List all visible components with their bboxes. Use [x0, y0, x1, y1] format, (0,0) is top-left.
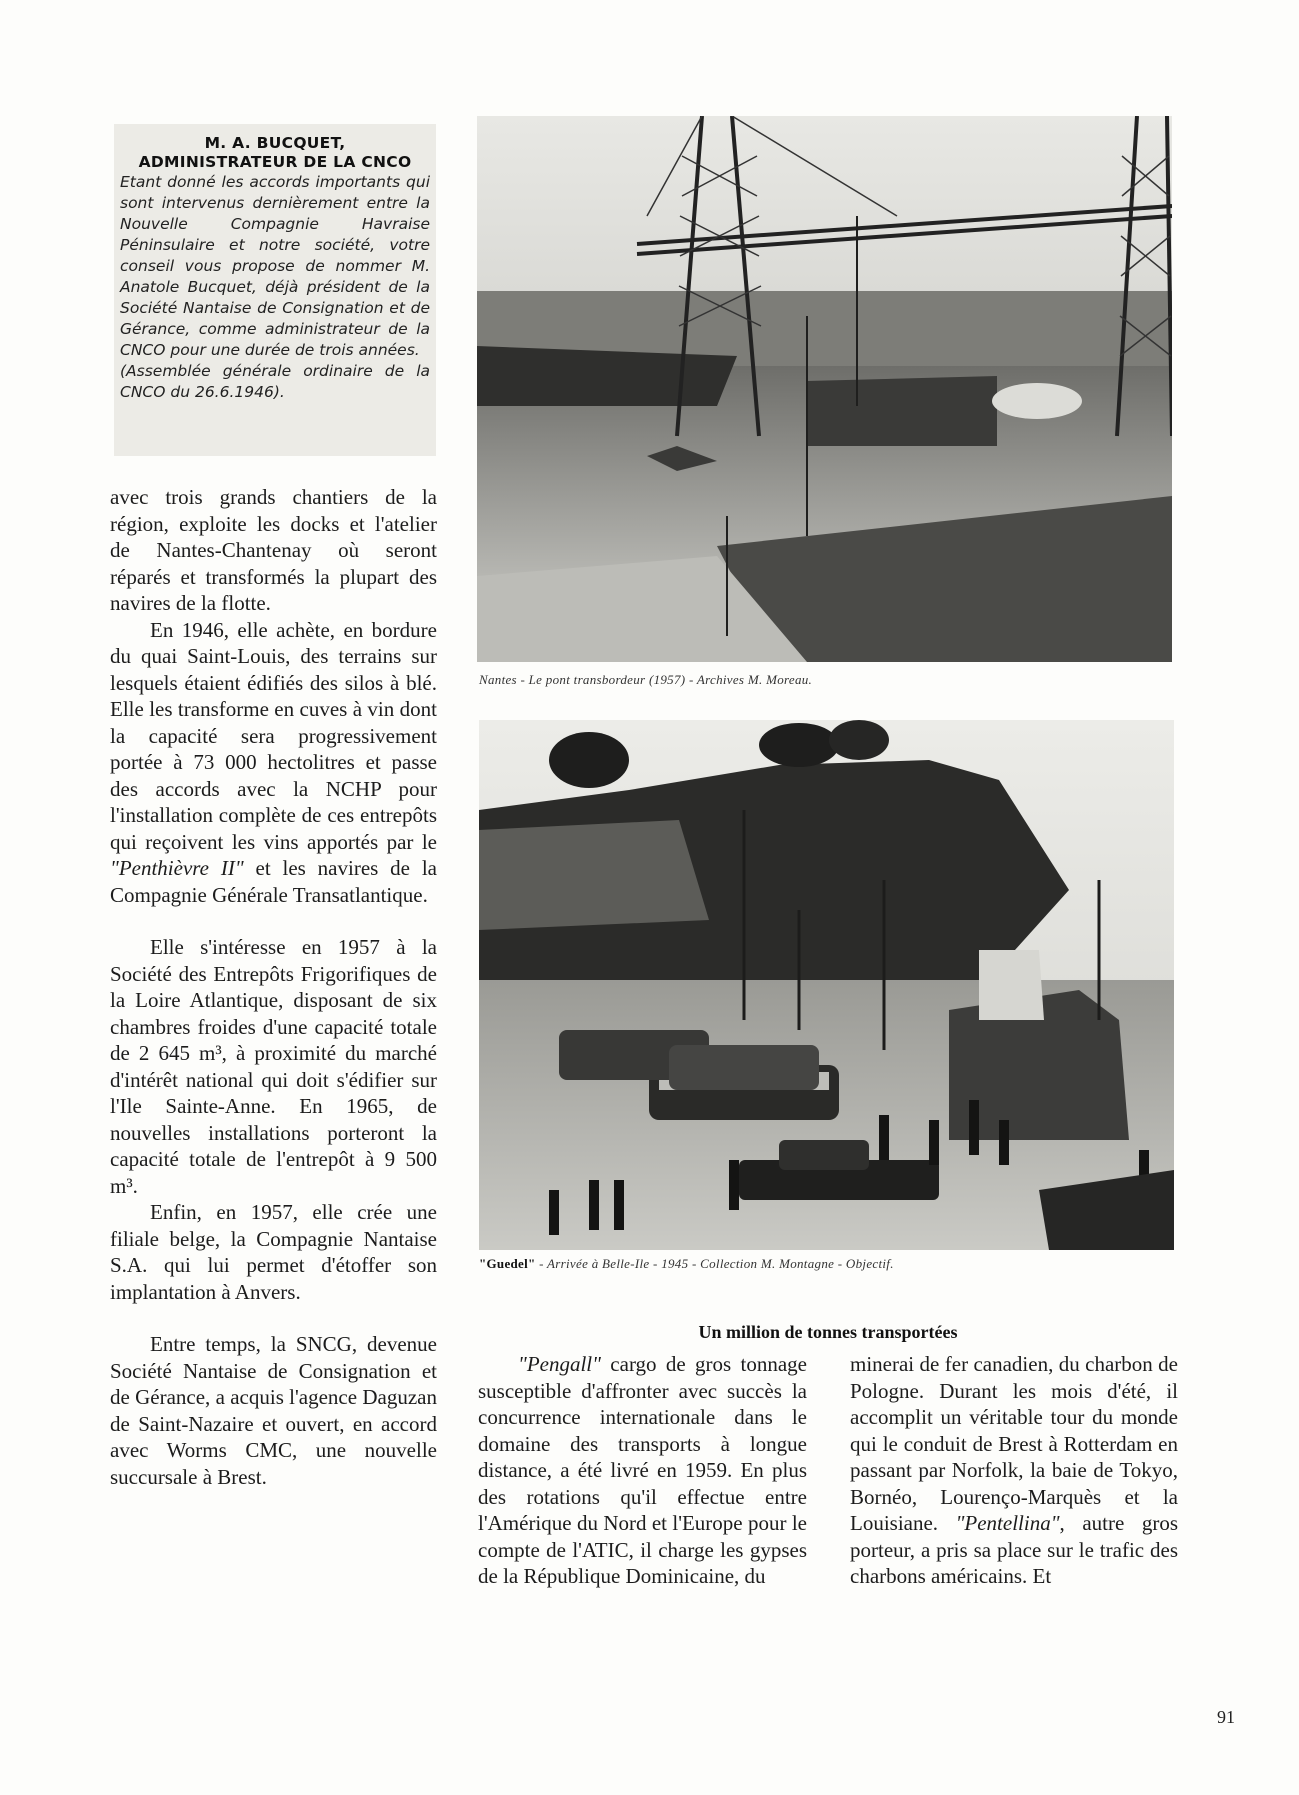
ship-name: "Guedel"	[479, 1256, 536, 1271]
page-number: 91	[1217, 1707, 1235, 1727]
left-column	[110, 484, 437, 1490]
photo-belle-ile	[479, 720, 1174, 1250]
middle-column	[478, 1351, 807, 1590]
paragraph	[850, 1351, 1178, 1590]
paragraph	[110, 617, 437, 909]
paragraph: Elle s'intéresse en 1957 à la Société des Entrepôts Frigorifiques de la Loire Atlantique, disposant de six chambres froides d'une capacité totale de 2 645 m³, à proximité du marché d'intérêt national qui doit s'édifier sur l'Ile Sainte-Anne. En 1965, de nouvelles installations porteront la capacité totale de l'entrepôt à 9 500 m³.	[110, 935, 437, 1198]
text: En 1946, elle achète, en bordure du quai Saint-Louis, des terrains sur lesquels étaient édifiés des silos à blé. Elle les transforme en cuves à vin dont la capacité sera progressivement portée à 73 000 hectolitres et passe des accords avec la NCHP pour l'installation complète de ces entrepôts qui reçoivent les vins apportés par le	[110, 617, 437, 854]
photo-transporter-bridge-drawing	[477, 116, 1172, 662]
text: minerai de fer canadien, du charbon de Pologne. Durant les mois d'été, il accomplit un véritable tour du monde qui le conduit de Brest à Rotterdam en passant par Norfolk, la baie de Tokyo, Bornéo, Lourenço-Marquès et la Louisiane.	[850, 1352, 1178, 1535]
sidebar-source: (Assemblée générale ordinaire de la CNCO du 26.6.1946).	[120, 362, 430, 401]
sidebar-box	[114, 124, 436, 456]
text: , autre gros porteur, a pris sa place sur le trafic des charbons américains. Et	[850, 1511, 1178, 1588]
paragraph: Enfin, en 1957, elle crée une filiale belge, la Compagnie Nantaise S.A. qui lui permet d'étoffer son implantation à Anvers.	[110, 1200, 437, 1304]
photo-belle-ile-drawing	[479, 720, 1174, 1250]
text: cargo de gros tonnage susceptible d'affronter avec succès la concurrence internationale dans le domaine des transports à longue distance, a été livré en 1959. En plus des rotations qu'il effectue entre l'Amérique du Nord et l'Europe pour le compte de l'ATIC, il charge les gypses de la République Dominicaine, du	[478, 1352, 807, 1588]
sidebar-body: Etant donné les accords importants qui sont intervenus dernièrement entre la Nouvelle Compagnie Havraise Péninsulaire et notre société, votre conseil vous propose de nommer M. Anatole Bucquet, déjà président de la Société Nantaise de Consignation et de Gérance, comme administrateur de la CNCO pour une durée de trois années.	[120, 173, 430, 359]
photo-transporter-bridge	[477, 116, 1172, 662]
ship-name: "Pentellina"	[955, 1511, 1060, 1535]
section-heading: Un million de tonnes transportées	[698, 1322, 958, 1342]
sidebar-title: M. A. BUCQUET, ADMINISTRATEUR DE LA CNCO	[138, 134, 412, 171]
text: et les navires de la Compagnie Générale Transatlantique.	[110, 856, 438, 907]
ship-name: "Pengall"	[518, 1352, 601, 1376]
paragraph: Entre temps, la SNCG, devenue Société Nantaise de Consignation et de Gérance, a acquis l'agence Daguzan de Saint-Nazaire et ouvert, en accord avec Worms CMC, une nouvelle succursale à Brest.	[110, 1332, 437, 1489]
paragraph: avec trois grands chantiers de la région, exploite les docks et l'atelier de Nantes-Chantenay où seront réparés et transformés la plupart des navires de la flotte.	[110, 485, 437, 615]
photo-caption	[479, 1256, 894, 1272]
caption-text: - Arrivée à Belle-Ile - 1945 - Collection M. Montagne - Objectif.	[535, 1256, 894, 1271]
right-column	[850, 1351, 1178, 1590]
paragraph	[478, 1351, 807, 1590]
photo-caption: Nantes - Le pont transbordeur (1957) - Archives M. Moreau.	[479, 672, 813, 687]
ship-name: "Penthièvre II"	[110, 856, 244, 880]
